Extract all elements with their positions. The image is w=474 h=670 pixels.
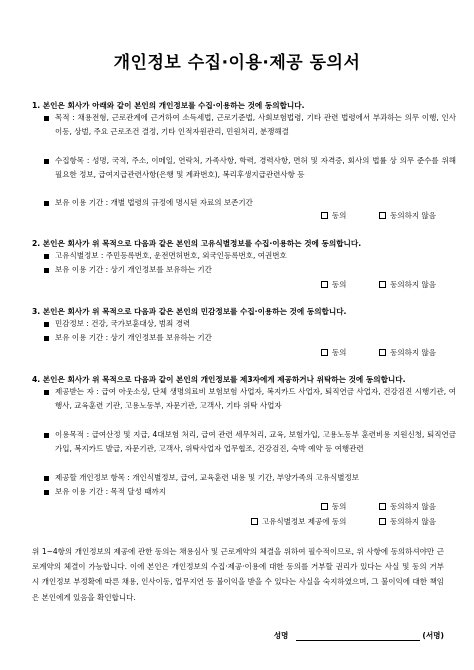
signature-row (274, 630, 444, 641)
closing-paragraph: 위 1~4항의 개인정보의 제공에 관한 동의는 채용심사 및 근로계약의 체결을 위하여 필수적이므로, 위 사항에 동의하셔야만 근로계약의 체결이 가능합니다. 이에 본인은 개인정보의 수집·제공·이용에 대한 동의를 거부할 권리가 있다는 사실 및 동의 거부 시 개인정보 부정확에 따른 채용, 인사이동, 업무지연 등 불이익을 받을 수 있다는 사실을 숙지하였으며, 그 불이익에 대한 책임은 본인에게 있음을 확인합니다. (32, 547, 444, 602)
section-3-bullet-sensitive (44, 317, 456, 331)
disagree-label: 동의하지 않음 (390, 211, 436, 220)
unique-id-disagree-checkbox[interactable] (379, 518, 386, 525)
section-1-heading: 1. 본인은 회사가 아래와 같이 본인의 개인정보를 수집·이용하는 것에 동의합니다. (32, 101, 305, 110)
section-1-bullet-purpose (44, 111, 456, 140)
bullet-square-icon (44, 336, 49, 341)
disagree-checkbox[interactable] (379, 281, 386, 288)
section-4-consent-options (321, 501, 436, 512)
section-2-bullet-period (44, 263, 456, 277)
section-4-bullet-items (44, 471, 456, 485)
section-4-unique-id-consent-options (251, 516, 436, 527)
unique-id-agree-label: 고유식별정보 제공에 동의 (261, 517, 347, 526)
bullet-text: 보유 이용 기간 : 상기 개인정보를 보유하는 기간 (55, 265, 212, 274)
agree-label: 동의 (331, 280, 347, 289)
section-3-bullet-period (44, 331, 456, 345)
bullet-text: 보유 이용 기간 : 상기 개인정보를 보유하는 기간 (55, 333, 212, 342)
bullet-text: 보유 이용 기간 : 목적 달성 때까지 (55, 487, 167, 496)
disagree-label: 동의하지 않음 (390, 348, 436, 357)
section-4-bullet-period (44, 485, 456, 499)
bullet-text: 제공받는 자 : 급여 아웃소싱, 단체 생명의료비 보험보험 사업자, 복지카드 사업자, 퇴직연금 사업자, 건강검진 시행기관, 여행사, 교육훈련 기관, 고용노동부, 자문기관, 고객사, 기타 위탁 사업자 (55, 387, 456, 411)
section-2-consent-options (321, 279, 436, 290)
disagree-checkbox[interactable] (379, 503, 386, 510)
bullet-square-icon (44, 201, 49, 206)
bullet-text: 제공할 개인정보 항목 : 개인식별정보, 급여, 교육훈련 내용 및 기간, 부양가족의 고유식별정보 (55, 473, 359, 482)
bullet-square-icon (44, 490, 49, 495)
disagree-label: 동의하지 않음 (390, 502, 436, 511)
section-3-consent-options (321, 347, 436, 358)
agree-label: 동의 (331, 502, 347, 511)
agree-label: 동의 (331, 211, 347, 220)
agree-label: 동의 (331, 348, 347, 357)
disagree-label: 동의하지 않음 (390, 280, 436, 289)
section-1-consent-options (321, 210, 436, 221)
bullet-square-icon (44, 254, 49, 259)
page-title: 개인정보 수집·이용·제공 동의서 (113, 53, 361, 73)
bullet-square-icon (44, 390, 49, 395)
section-1-bullet-period (44, 196, 456, 210)
bullet-square-icon (44, 268, 49, 273)
unique-id-disagree-label: 동의하지 않음 (390, 517, 436, 526)
bullet-text: 수집항목 : 성명, 국적, 주소, 이메일, 연락처, 가족사항, 학력, 경력사항, 면허 및 자격증, 회사의 법률 상 의무 준수를 위해 필요한 정보, 급여지급관련사항(은행 및 계좌번호), 복리후생지급관련사항 등 (55, 156, 456, 180)
bullet-text: 이용목적 : 급여산정 및 지급, 4대보험 처리, 급여 관련 세무처리, 교육, 보험가입, 고용노동부 훈련비용 지원신청, 퇴직연금 가입, 복지카드 발급, 자문기관, 고객사, 위탁사업자 업무협조, 건강검진, 숙박 예약 등 여행관련 (55, 430, 456, 454)
signature-suffix: (서명) (422, 631, 444, 640)
agree-checkbox[interactable] (321, 503, 328, 510)
agree-checkbox[interactable] (321, 212, 328, 219)
signature-line[interactable] (296, 640, 420, 641)
bullet-text: 보유 이용 기간 : 개별 법령의 규정에 명시된 자료의 보존기간 (55, 198, 253, 207)
signature-name-label: 성명 (273, 631, 289, 640)
section-4-heading: 4. 본인은 회사가 위 목적으로 다음과 같이 본인의 개인정보를 제3자에게 제공하거나 위탁하는 것에 동의합니다. (32, 375, 406, 384)
bullet-square-icon (44, 433, 49, 438)
bullet-square-icon (44, 476, 49, 481)
section-2-heading: 2. 본인은 회사가 위 목적으로 다음과 같은 본인의 고유식별정보를 수집·이용하는 것에 동의합니다. (32, 239, 362, 248)
agree-checkbox[interactable] (321, 349, 328, 356)
agree-checkbox[interactable] (321, 281, 328, 288)
section-2-bullet-unique-id (44, 249, 456, 263)
section-3-heading: 3. 본인은 회사가 위 목적으로 다음과 같은 본인의 민감정보를 수집·이용하는 것에 동의합니다. (32, 307, 347, 316)
section-4-bullet-recipients (44, 385, 456, 414)
bullet-square-icon (44, 322, 49, 327)
bullet-text: 목적 : 채용전형, 근로관계에 근거하여 소득세법, 근로기준법, 사회보험법령, 기타 관련 법령에서 부과하는 의무 이행, 인사이동, 상벌, 주요 근로조건 결정, 기타 인적자원관리, 민원처리, 분쟁해결 (55, 113, 456, 137)
bullet-text: 고유식별정보 : 주민등록번호, 운전면허번호, 외국인등록번호, 여권번호 (55, 251, 287, 260)
bullet-square-icon (44, 116, 49, 121)
disagree-checkbox[interactable] (379, 212, 386, 219)
section-1-bullet-items (44, 154, 456, 183)
bullet-square-icon (44, 159, 49, 164)
unique-id-agree-checkbox[interactable] (251, 518, 258, 525)
section-4-bullet-purpose (44, 428, 456, 457)
bullet-text: 민감정보 : 건강, 국가보훈대상, 범죄 경력 (55, 319, 191, 328)
disagree-checkbox[interactable] (379, 349, 386, 356)
